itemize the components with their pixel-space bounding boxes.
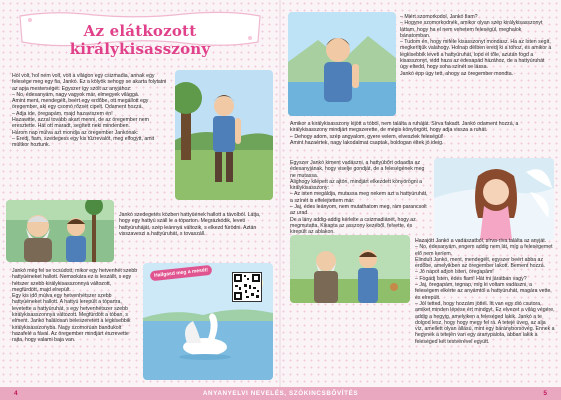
paragraph-text: Amikor a királykisasszony kijött a tóból, nem találta a ruháját. Sírva fakadt. Jankó odament hozzá, a királykisasszony mindjárt megszerette, de mégis könyörgött, hogy adja vissza a ruhát. – Dehogy adom, szép angyalom, gyere velem, elveszlek feleségül! Amint hazaértek, nagy lakodalmat csaptak, boldogan éltek jó ideig.: [290, 121, 519, 146]
story-paragraph-1: [12, 73, 172, 149]
story-paragraph-7: [415, 238, 555, 345]
princess-illustration: [434, 158, 554, 240]
paragraph-text: Egyszer Jankó kiment vadászni, a hattyúbőrt odaadta az édesanyjának, hogy viselje gondját, de a feleségének meg ne mutassa. Alighogy kilépett az ajtón, mindjárt elkezdett könyörögni a királykisasszony: – Az isten megáldja, mutassa meg nekem azt a hattyúruhát, a színét is elfelejtettem már. – Jaj, édes leányom, nem mutathatom meg, rám parancsolt az urad. De a lány addig-addig kérlelte a csizmadiánét, hogy az megmutatta. Kikapta az asszony kezéből, felvette, és kirepült az ablakon.: [290, 160, 428, 236]
jankó-illustration: [175, 70, 273, 200]
story-paragraph-3: [12, 268, 138, 344]
story-paragraph-6: [290, 160, 430, 236]
old-man-jankó-illustration: [290, 235, 410, 303]
story-paragraph-4: [400, 14, 553, 77]
qr-code[interactable]: [232, 272, 262, 302]
paragraph-text: Jankó még fel se ocsúdott, mikor egy hetvenhét szebb hattyúéneket hallott. Nemsokára ez is leszállt, s egy hétszer szebb királykisasszonnyá változott, megfürdött, majd elrepült. Egy kis idő múlva egy hetvenhétszer szebb hattyúéneket hallott. A hattyú lerepült a tópartra, levetette a hattyúruhát, s egy hetvenhétszer szebb királykisasszonnyá változott. Megfürdött a tóban, s elment. Jankó halálosan beleszeretett a legkisebbik királykisasszonyba. Nagy szomorúan bandukolt hazafelé a fával. Az öregember mindjárt észrevette rajta, hogy valami baja van.: [12, 268, 138, 344]
page-number-left: 4: [14, 390, 18, 397]
paragraph-text: Jankó szedegetés közben hattyúének hallott a távolból. Látja, hogy egy hattyú száll le a tóparton. Megrázkódik, leveti hattyúruháját, szép leánnyá változik, s elkezd fürödni. Aztán visszaveszi a hattyúruhát, s tovaszáll.: [119, 212, 262, 237]
page-number-right: 5: [543, 390, 547, 397]
story-paragraph-2: [119, 212, 271, 237]
left-page: [0, 0, 280, 400]
title-banner: [14, 10, 266, 58]
paragraph-text: Hazajött Jankó a vadászatból, sírva-ríva találta az anyját. – No, édesanyám, engem addig nem lát, míg a feleségemet elő nem keríem. Elindult Jankó, ment, mendegélt, egyszer beért abba az erdőbe, amelyikben az öregember lakott. Bement hozzá. – Jó napot adjon Isten, öregapám! – Fogadj Isten, édes fiam! Hát mi járatban vagy? – Jaj, öregapám, tegnap, míg ki voltam vadászni, a feleségem elkérte az anyámtól a hattyúruhát, magára vette, és elrepült. – Jól tetted, hogy hozzám jöttél. Itt van egy dió csutora, amiket minden lépése ért mindgyt. Ez elvezet a világ végére, addig a hegyig, amelyiken a feleséged lakik. Jankó a te dolgod lesz, hogy hogy megy fel rá. A tetejé üveg, az alja víz, amellett olyan állású, mint egy bárányborsóvég. Ennek a hegynek a tetején van egy aranypalota, abban lakik a feleséged két testvérével együtt.: [415, 238, 555, 345]
listen-badge: Hallgasd meg a mesét!: [150, 265, 213, 281]
footer-title: ANYANYELVI NEVELÉS, SZÓKINCSBŐVÍTÉS: [202, 390, 359, 397]
story-paragraph-5: [290, 121, 553, 146]
paragraph-text: – Miért szomorkodol, Jankó fiam? – Hogyne szomorkodnék, amikor olyan szép királykisasszonyt láttam, hogy ha el nem vehetem feleségül, meghalok bánatomban. – Tudom én, hogy miféle kisasszonyt mondasz. Ha az Isten segít, megkerítjük valahogy. Holnap délben eredj ki a tóhoz, és amikor a legkisebbik leveti a hattyúruhát, lopd el tőle, azután fogd a kisasszonyt, vidd haza az édesapád házához, de a hattyúruhát úgy eltedd, hogy soha színét se lássa. Jankó épp úgy tett, ahogy az öregember mondta.: [400, 14, 552, 77]
page-title: Az elátkozott királykisasszony: [69, 22, 211, 58]
jankó-lake-illustration: [288, 12, 396, 116]
old-man-illustration: [6, 200, 114, 262]
right-page: [281, 0, 561, 400]
qr-pattern-icon: [233, 273, 261, 301]
paragraph-text: Hol volt, hol nem volt, volt a világon egy csizmadia, annak egy felesége meg egy fia, Jankó. Ez a kölyök sehogy se akarta folytatni az apja mesterségét. Egyszer így szólt az anyjához: – No, édesanyám, nagy vagyok már, elmegyek világgá. Amint ment, mendegélt, beért egy erdőbe, ott megállott egy öregember, aki egy csomó rőzsét cipelt. Odament hozzá. – Adja ide, öregapám, majd hazaviszem én! Hazawitte, azzal tovább akart menni, de az öregember nem eresztette. Hát ott maradt, segített neki mindenben. Három nap múlva azt mondja az öregember Jankónak: – Eredj, fiam, szedegess egy kis tűzrevalót, meg elfogytt, amit múltkor hoztunk.: [12, 73, 167, 149]
